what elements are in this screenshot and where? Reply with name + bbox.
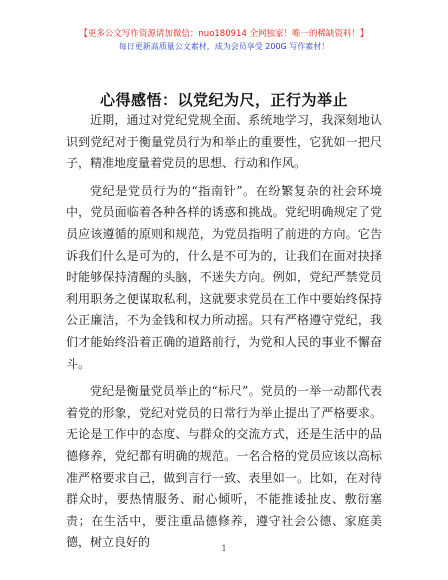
page-number: 1: [221, 544, 227, 553]
paragraph-ruler: 党纪是衡量党员举止的“标尺”。党员的一举一动都代表着党的形象，党纪对党员的日常行为举止提出了严格要求。无论是工作中的态度、与群众的交流方式，还是生活中的品德修养，党纪都有明确的规范。一名合格的党员应该以高标准严格要求自己，做到言行一致、表里如一。比如，在对待群众时，要热情服务、耐心倾听，不能推诿扯皮、敷衍塞责；在生活中，要注重品德修养，遵守社会公德、家庭美德，树立良好的: [66, 384, 382, 550]
document-title: 心得感悟：以党纪为尺，正行为举止: [99, 91, 348, 109]
banner-line-2: 每日更新高质量公文素材，成为会员享受 200G 写作素材！: [118, 42, 330, 51]
document-body: [66, 110, 382, 554]
paragraph-compass: 党纪是党员行为的“指南针”。在纷繁复杂的社会环境中，党员面临着各种各样的诱惑和挑战。党纪明确规定了党员应该遵循的原则和规范，为党员指明了前进的方向。它告诉我们什么是可为的，什么是不可为的，让我们在面对抉择时能够保持清醒的头脑，不迷失方向。例如，党纪严禁党员利用职务之便谋取私利，这就要求党员在工作中要始终保持公正廉洁，不为金钱和权力所动摇。只有严格遵守党纪，我们才能始终沿着正确的道路前行，为党和人民的事业不懈奋斗。: [66, 183, 382, 371]
paragraph-intro: 近期，通过对党纪党规全面、系统地学习，我深刻地认识到党纪对于衡量党员行为和举止的重要性，它犹如一把尺子，精准地度量着党员的思想、行动和作风。: [66, 113, 382, 171]
banner-line-1: 【更多公文写作资源请加微信：nuo180914 全网独家！唯一的稀缺资料！】: [79, 29, 369, 39]
